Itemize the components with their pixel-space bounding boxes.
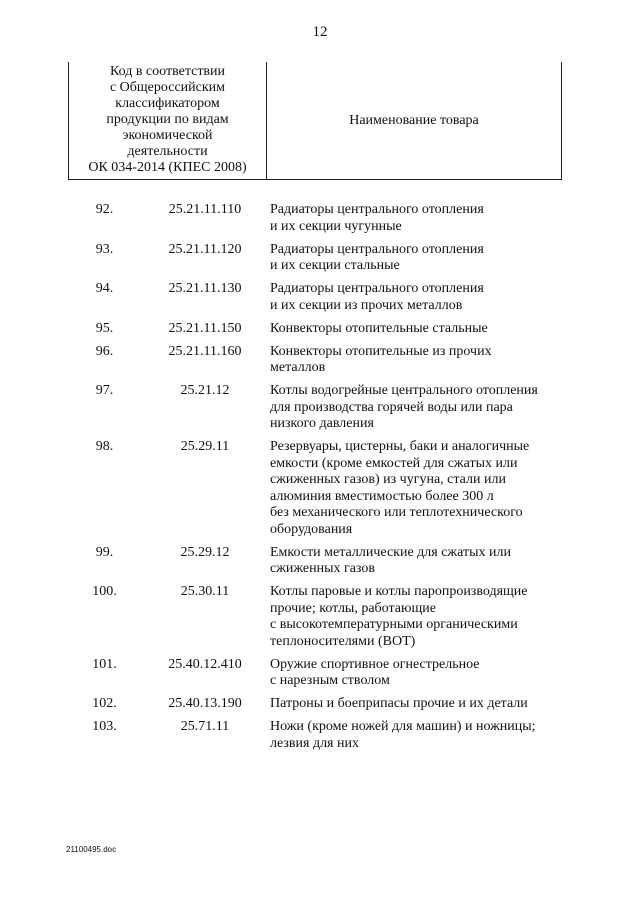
item-name-line: емкости (кроме емкостей для сжатых или (270, 455, 518, 471)
item-name-line: Радиаторы центрального отопления (270, 281, 484, 296)
item-code: 25.21.11.120 (168, 241, 242, 257)
item-code: 25.40.12.410 (168, 656, 242, 672)
name-column-header: Наименование товара (267, 62, 562, 180)
item-name-line: и их секции стальные (270, 258, 400, 273)
item-code: 25.21.11.150 (168, 320, 242, 336)
item-name-line: Ножи (кроме ножей для машин) и ножницы; (270, 719, 536, 734)
code-header-line: деятельности (127, 144, 208, 159)
item-name-line: и их секции чугунные (270, 218, 402, 234)
code-header-line: экономической (122, 128, 213, 143)
item-name (270, 383, 570, 433)
item-name (270, 321, 570, 338)
item-name-line: Радиаторы центрального отопления (270, 202, 484, 217)
item-code: 25.30.11 (180, 584, 230, 599)
item-number: 96. (95, 343, 114, 359)
item-number: 93. (95, 241, 114, 257)
code-column-header (69, 62, 267, 180)
item-name-line: Котлы водогрейные центрального отопления (270, 383, 538, 398)
item-number: 95. (95, 320, 114, 336)
item-name (270, 344, 570, 377)
item-name-line: и их секции из прочих металлов (270, 297, 463, 313)
item-name-line: оборудования (270, 521, 353, 537)
code-header-line: продукции по видам (106, 112, 229, 127)
item-code: 25.29.11 (180, 439, 230, 454)
item-name (270, 696, 570, 713)
item-name-line: Патроны и боеприпасы прочие и их детали (270, 696, 528, 711)
item-number: 102. (92, 696, 117, 711)
item-name-line: Оружие спортивное огнестрельное (270, 656, 480, 672)
item-number: 99. (95, 544, 114, 560)
code-header-line: классификатором (115, 96, 220, 111)
item-name (270, 719, 570, 752)
item-name (270, 281, 570, 314)
item-name-line: с высокотемпературными органическими (270, 617, 518, 632)
item-code: 25.21.11.130 (168, 281, 242, 296)
column-header-table (68, 62, 562, 180)
item-name-line: Конвекторы отопительные стальные (270, 320, 488, 336)
item-name (270, 584, 570, 650)
item-name-line: с нарезным стволом (270, 673, 390, 688)
item-code: 25.29.12 (180, 544, 230, 560)
item-number: 100. (92, 584, 117, 599)
item-name-line: Котлы паровые и котлы паропроизводящие (270, 584, 528, 599)
item-name-line: низкого давления (270, 416, 374, 431)
item-name (270, 657, 570, 690)
item-name-line: для производства горячей воды или пара (270, 399, 513, 415)
page-number: 12 (312, 24, 328, 40)
item-name (270, 242, 570, 275)
item-name-line: сжиженных газов) из чугуна, стали или (270, 472, 506, 487)
item-number: 103. (92, 719, 117, 734)
item-code: 25.71.11 (180, 719, 230, 734)
item-number: 92. (95, 202, 114, 217)
item-name-line: Емкости металлические для сжатых или (270, 544, 511, 560)
item-code: 25.21.11.160 (168, 343, 242, 359)
item-name-line: Конвекторы отопительные из прочих (270, 343, 492, 359)
code-header-line: с Общероссийским (109, 80, 226, 95)
code-header-line: ОК 034-2014 (КПЕС 2008) (88, 160, 247, 175)
item-name (270, 439, 570, 538)
item-code: 25.21.11.110 (168, 202, 242, 217)
item-name-line: лезвия для них (270, 735, 359, 751)
item-name-line: прочие; котлы, работающие (270, 600, 436, 616)
item-name-line: без механического или теплотехнического (270, 505, 523, 520)
item-number: 97. (95, 383, 114, 398)
item-number: 98. (95, 439, 114, 454)
item-number: 101. (92, 656, 117, 672)
item-name (270, 545, 570, 578)
item-name-line: Резервуары, цистерны, баки и аналогичные (270, 439, 530, 454)
item-name (270, 202, 570, 235)
item-number: 94. (95, 281, 114, 296)
item-name-line: сжиженных газов (270, 561, 375, 576)
document-filename: 21100495.doc (66, 845, 117, 854)
code-header-line: Код в соответствии (109, 64, 226, 79)
item-code: 25.40.13.190 (168, 696, 242, 711)
item-name-line: металлов (270, 360, 326, 375)
item-code: 25.21.12 (180, 383, 230, 398)
item-name-line: Радиаторы центрального отопления (270, 241, 484, 257)
item-name-line: алюминия вместимостью более 300 л (270, 488, 494, 504)
item-name-line: теплоносителями (ВОТ) (270, 633, 416, 649)
